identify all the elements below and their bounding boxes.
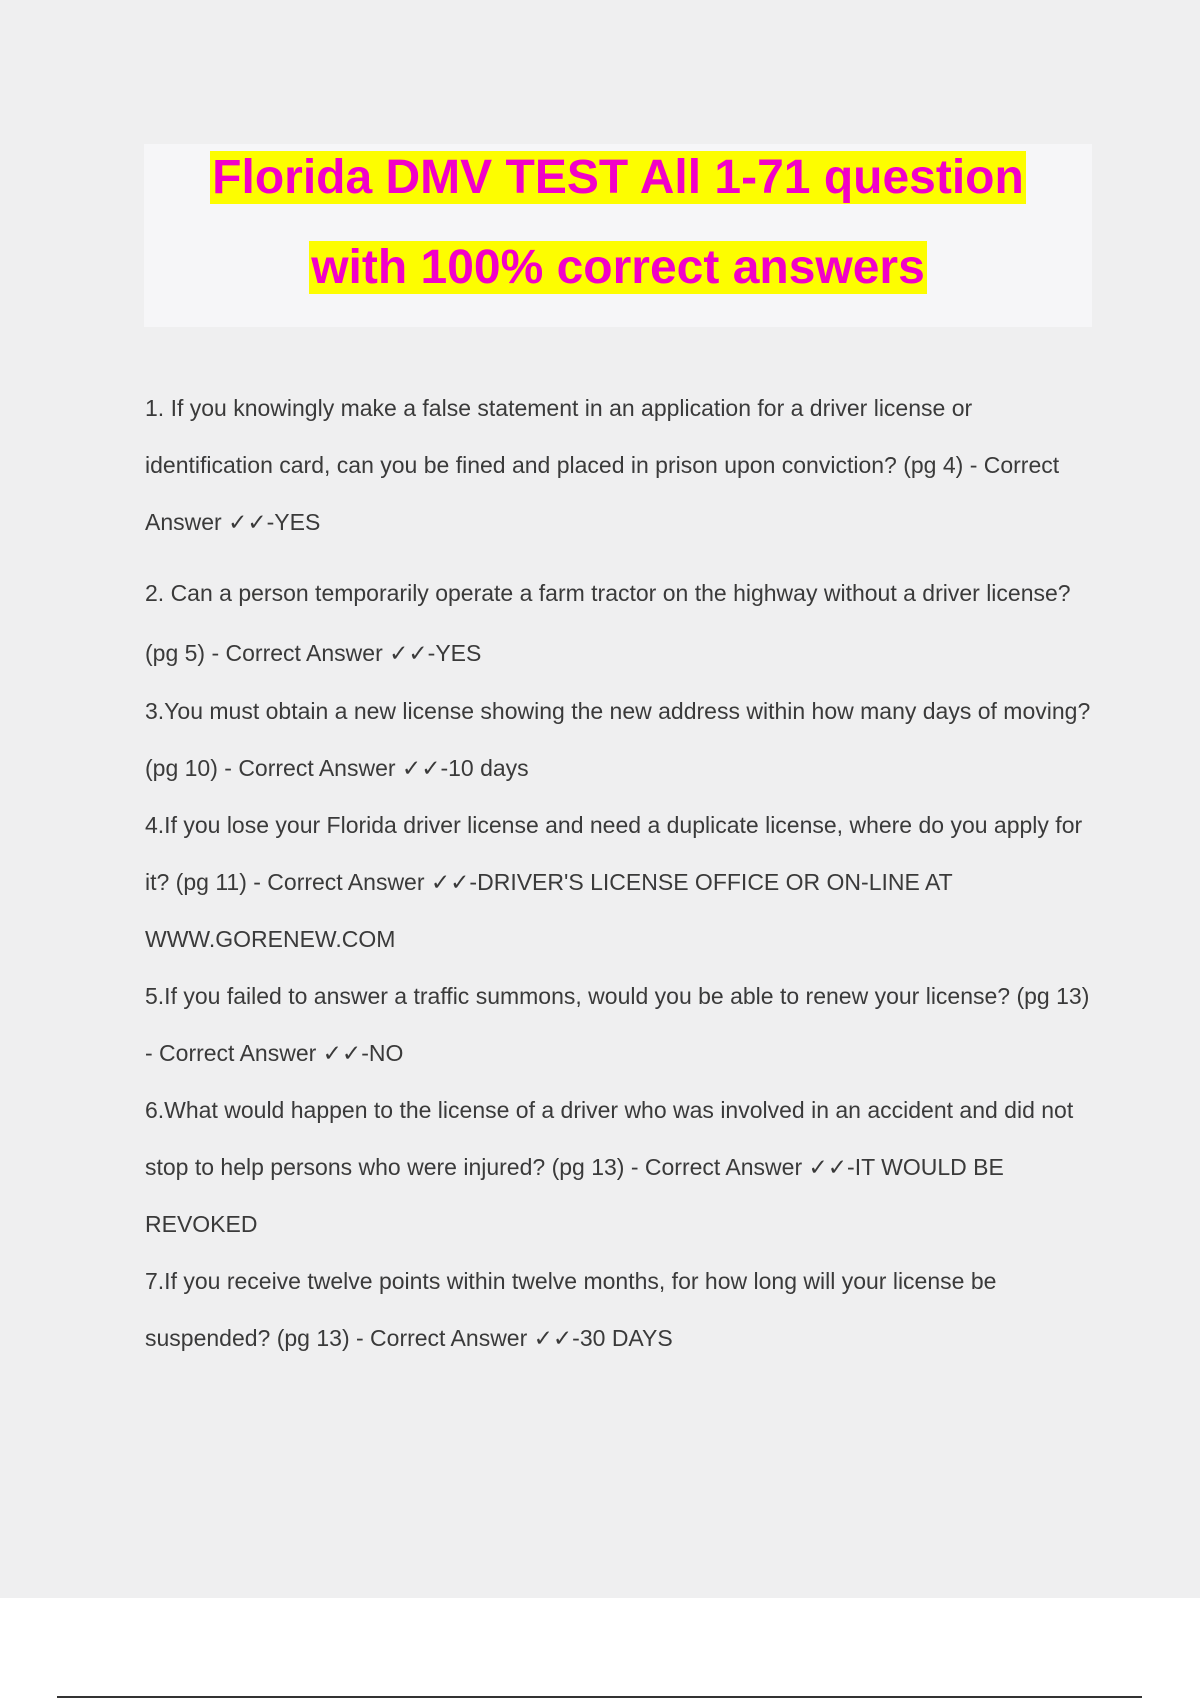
footer-divider [57,1696,1142,1698]
title-line-2 [144,239,1092,297]
title-line-1 [144,149,1092,207]
title-box [144,144,1092,327]
question-item-2: 2. Can a person temporarily operate a farm tractor on the highway without a driver license? (pg 5) - Correct Answer ✓✓-YES [145,580,1071,666]
question-list [145,380,1095,1367]
title-line-2-text: with 100% correct answers [311,241,925,294]
question-item-4: 4.If you lose your Florida driver license and need a duplicate license, where do you apply for it? (pg 11) - Correct Answer ✓✓-DRIVER'S LICENSE OFFICE OR ON-LINE AT WWW.GORENEW.COM [145,812,1083,952]
title-line-1-text: Florida DMV TEST All 1-71 question [212,151,1024,204]
question-item-5: 5.If you failed to answer a traffic summons, would you be able to renew your license? (pg 13) - Correct Answer ✓✓-NO [145,983,1090,1066]
question-item-6: 6.What would happen to the license of a driver who was involved in an accident and did not stop to help persons who were injured? (pg 13) - Correct Answer ✓✓-IT WOULD BE REVOKED [145,1097,1074,1237]
question-item-1: 1. If you knowingly make a false statement in an application for a driver license or identification card, can you be fined and placed in prison upon conviction? (pg 4) - Correct Answer ✓✓-YES [145,395,1060,535]
question-item-3: 3.You must obtain a new license showing the new address within how many days of moving? (pg 10) - Correct Answer ✓✓-10 days [145,698,1091,781]
question-item-7: 7.If you receive twelve points within twelve months, for how long will your license be suspended? (pg 13) - Correct Answer ✓✓-30 DAYS [145,1268,997,1351]
